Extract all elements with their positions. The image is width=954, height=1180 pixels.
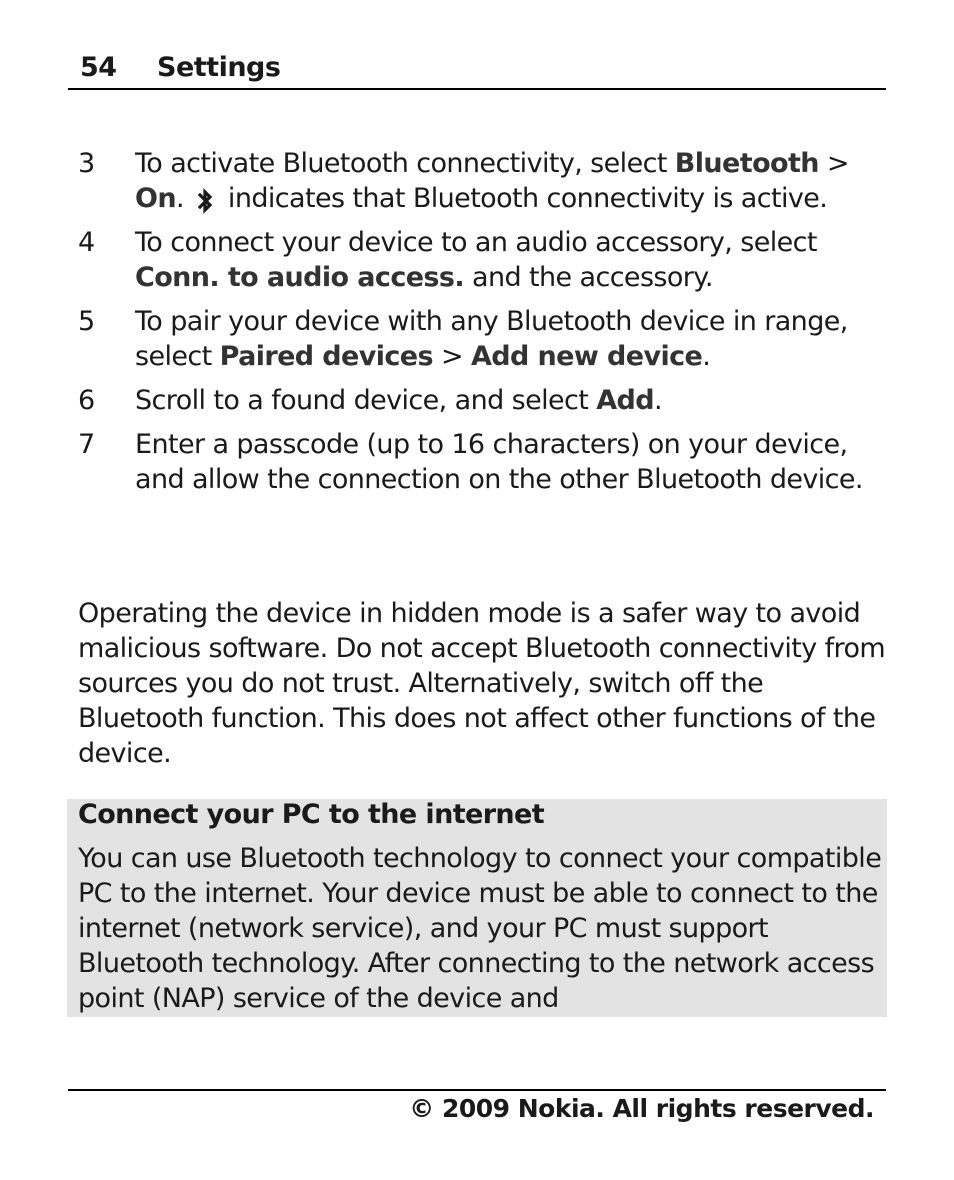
copyright-notice: © 2009 Nokia. All rights reserved. — [409, 1094, 874, 1123]
page-number: 54 — [80, 52, 117, 83]
hidden-mode-paragraph: Operating the device in hidden mode is a safer way to avoid malicious software. Do not accept Bluetooth connectivity from sources you do not trust. Alternatively, switch off the Bluetooth function. This does not affect other functions of the device. — [78, 598, 886, 769]
step-number: 6 — [78, 385, 95, 416]
step-text: To pair your device with any Bluetooth device in range, select — [135, 306, 848, 372]
step-text: . — [175, 183, 192, 214]
step-7 — [78, 427, 886, 497]
step-text: To connect your device to an audio accessory, select — [135, 227, 817, 258]
step-text: . — [653, 385, 662, 416]
menu-option-conn-audio: Conn. to audio access. — [135, 262, 465, 293]
menu-separator: > — [818, 148, 849, 179]
step-4 — [78, 225, 886, 295]
section-heading: Connect your PC to the internet — [78, 799, 545, 830]
section-box — [67, 799, 887, 1017]
step-number: 7 — [78, 429, 95, 460]
step-5 — [78, 304, 886, 374]
page-header — [68, 50, 886, 90]
bluetooth-icon — [194, 188, 216, 214]
step-text: To activate Bluetooth connectivity, select — [135, 148, 675, 179]
step-number: 5 — [78, 306, 95, 337]
section-title: Settings — [157, 52, 281, 83]
step-text: and the accessory. — [464, 262, 713, 293]
menu-option-bluetooth: Bluetooth — [674, 148, 819, 179]
step-number: 3 — [78, 148, 95, 179]
footer-divider — [68, 1089, 886, 1091]
section-body: You can use Bluetooth technology to connect your compatible PC to the internet. Your device must be able to connect to the internet (network service), and your PC must support Bluetooth technology. After connecting to the network access point (NAP) service of the device and — [78, 843, 882, 1014]
menu-option-add-new-device: Add new device — [470, 341, 703, 372]
step-text: Scroll to a found device, and select — [135, 385, 597, 416]
step-number: 4 — [78, 227, 95, 258]
menu-option-add: Add — [596, 385, 654, 416]
step-text: . — [702, 341, 711, 372]
steps-list — [78, 146, 886, 506]
menu-option-on: On — [135, 183, 176, 214]
step-3 — [78, 146, 886, 216]
menu-separator: > — [432, 341, 471, 372]
step-6 — [78, 383, 886, 418]
menu-option-paired-devices: Paired devices — [219, 341, 433, 372]
step-text: Enter a passcode (up to 16 characters) on your device, and allow the connection on the other Bluetooth device. — [135, 429, 863, 495]
step-text: indicates that Bluetooth connectivity is active. — [219, 183, 828, 214]
